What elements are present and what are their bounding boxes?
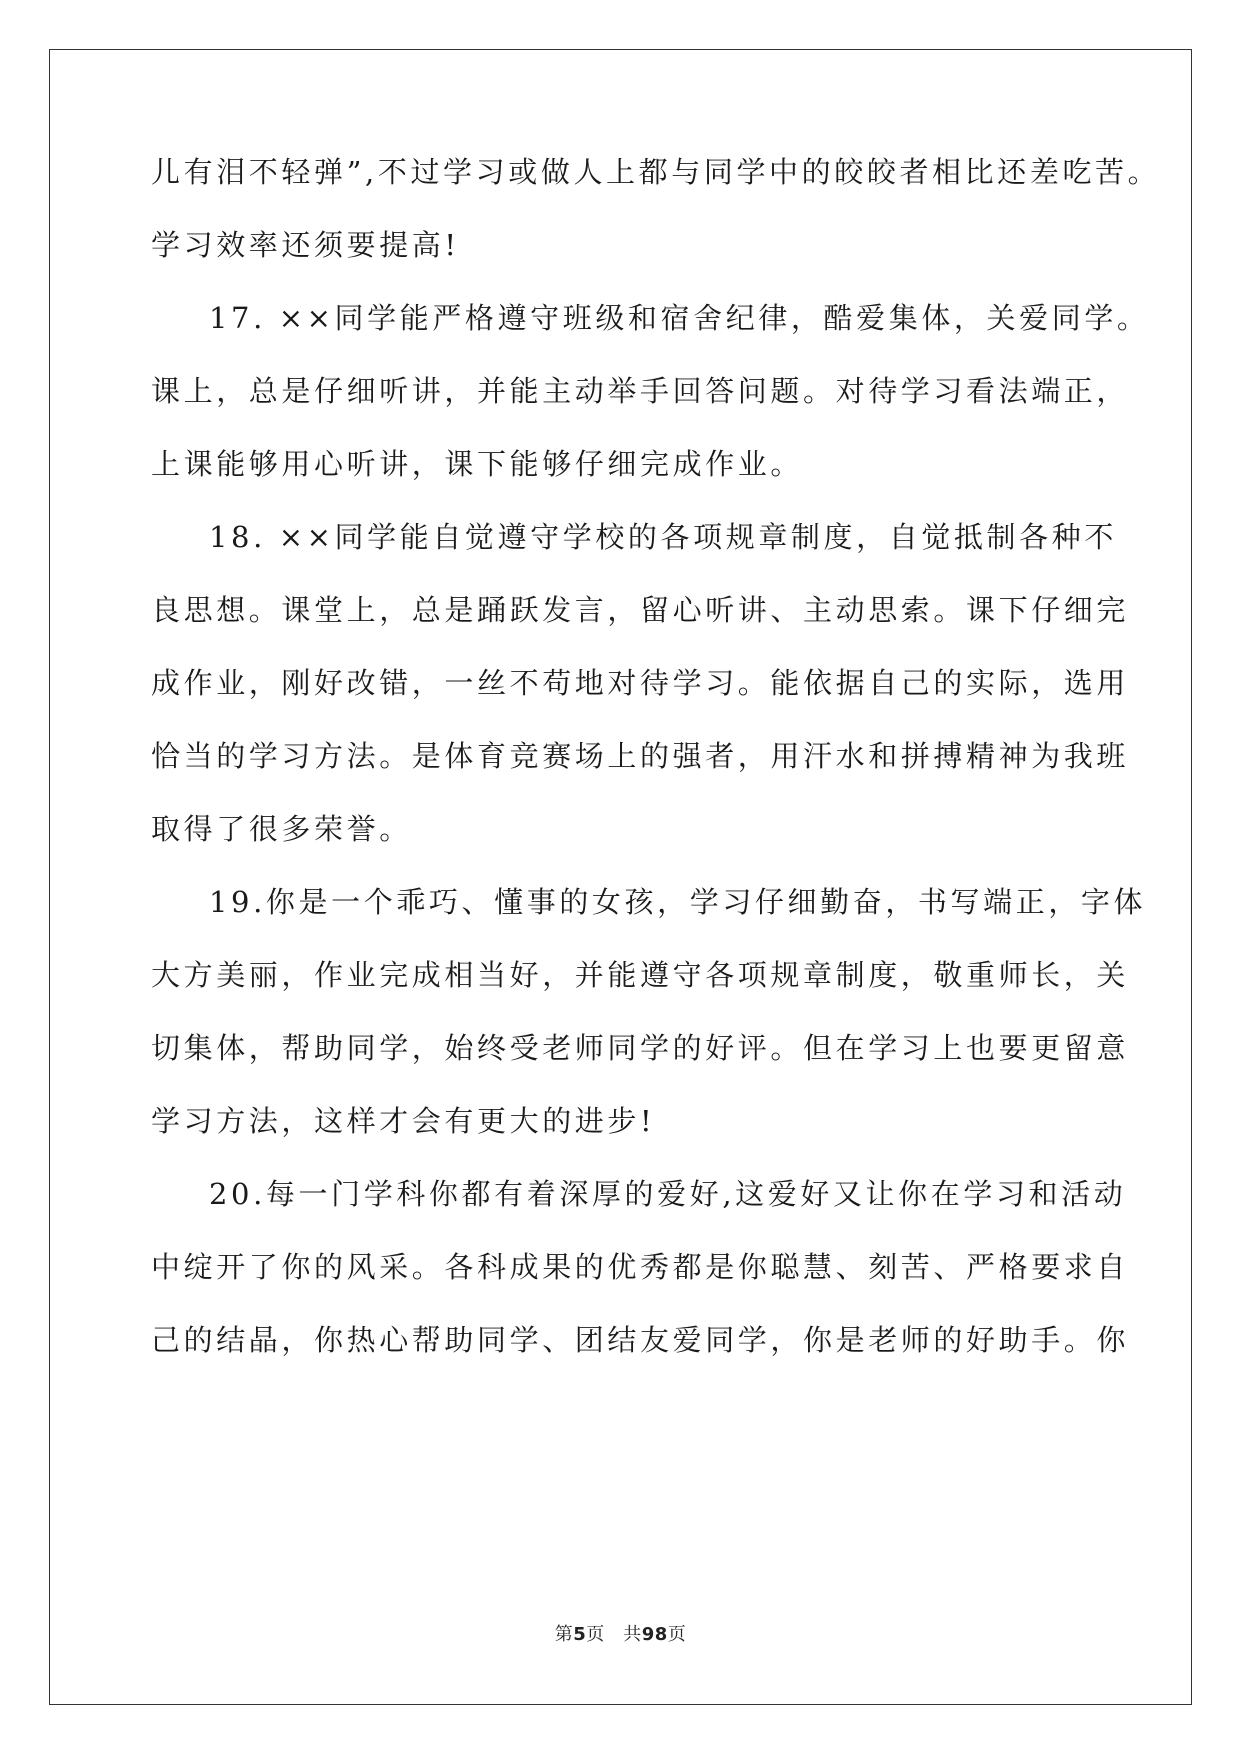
paragraph-19-start: 19.你是一个乖巧、懂事的女孩，学习仔细勤奋，书写端正，字体 [209,885,1147,919]
text-line: 上课能够用心听讲，课下能够仔细完成作业。 [151,447,804,481]
paragraph-18-start: 18. ××同学能自觉遵守学校的各项规章制度，自觉抵制各种不 [209,520,1117,554]
footer-prefix: 第 [554,1624,574,1645]
text-line: 取得了很多荣誉。 [151,812,412,846]
text-line: 学习效率还须要提高! [151,228,460,262]
text-line: 己的结晶，你热心帮助同学、团结友爱同学，你是老师的好助手。你 [151,1323,1130,1357]
text-line: 中绽开了你的风采。各科成果的优秀都是你聪慧、刻苦、严格要求自 [151,1250,1130,1284]
page-footer [0,1620,1241,1646]
paragraph-17-start: 17. ××同学能严格遵守班级和宿舍纪律，酷爱集体，关爱同学。 [209,301,1150,335]
text-line: 学习方法，这样才会有更大的进步! [151,1104,656,1138]
total-pages-number: 98 [641,1624,668,1645]
text-line: 良思想。课堂上，总是踊跃发言，留心听讲、主动思索。课下仔细完 [151,593,1130,627]
text-line: 儿有泪不轻弹”,不过学习或做人上都与同学中的皎皎者相比还差吃苦。 [151,155,1161,189]
current-page-number: 5 [573,1624,587,1645]
text-line: 成作业，刚好改错，一丝不苟地对待学习。能依据自己的实际，选用 [151,666,1130,700]
footer-mid: 页 共 [586,1624,642,1645]
paragraph-20-start: 20.每一门学科你都有着深厚的爱好,这爱好又让你在学习和活动 [209,1177,1127,1211]
text-line: 恰当的学习方法。是体育竞赛场上的强者，用汗水和拼搏精神为我班 [151,739,1130,773]
text-line: 切集体，帮助同学，始终受老师同学的好评。但在学习上也要更留意 [151,1031,1130,1065]
footer-suffix: 页 [667,1624,687,1645]
text-line: 课上，总是仔细听讲，并能主动举手回答问题。对待学习看法端正， [151,374,1130,408]
text-line: 大方美丽，作业完成相当好，并能遵守各项规章制度，敬重师长，关 [151,958,1130,992]
